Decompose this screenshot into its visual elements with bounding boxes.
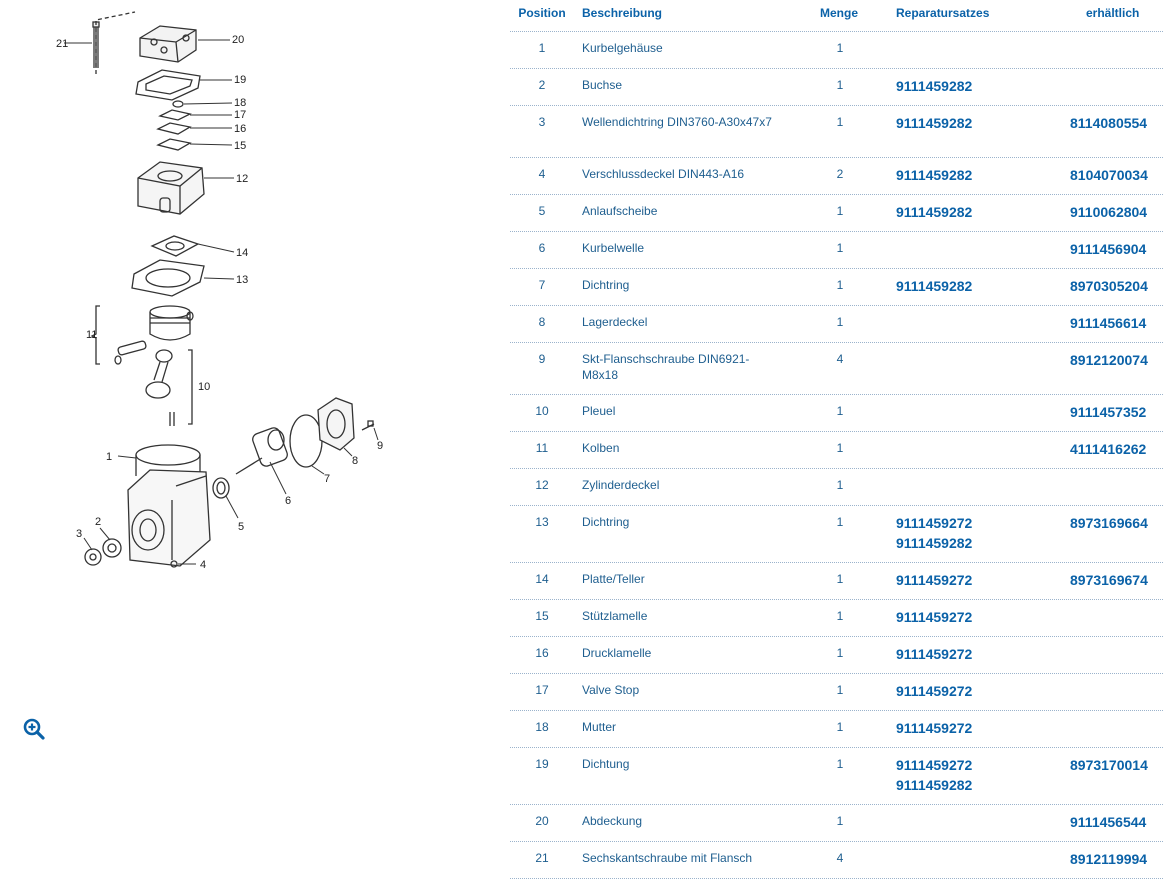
description-cell: Mutter <box>582 720 617 734</box>
zoom-in-button[interactable] <box>22 717 46 741</box>
repair-kit-link[interactable]: 9111459272 <box>896 683 973 699</box>
available-part-link[interactable]: 8912120074 <box>1070 352 1148 368</box>
quantity-cell: 1 <box>836 278 844 292</box>
available-part-link[interactable]: 8973169674 <box>1070 572 1148 588</box>
description-cell: Valve Stop <box>582 683 640 697</box>
position-cell: 15 <box>535 609 549 623</box>
description-cell: Sechskantschraube mit Flansch <box>582 851 753 865</box>
repair-kit-link[interactable]: 9111459272 <box>896 572 973 588</box>
quantity-cell: 1 <box>836 41 844 55</box>
table-row <box>510 599 1163 637</box>
description-cell: Kurbelwelle <box>582 241 645 255</box>
callout-14: 14 <box>236 247 249 259</box>
callout-13: 13 <box>236 274 249 286</box>
callout-9: 9 <box>377 440 384 452</box>
table-row <box>510 431 1163 469</box>
available-part-link[interactable]: 9111456904 <box>1070 241 1147 257</box>
quantity-cell: 1 <box>836 441 844 455</box>
quantity-cell: 1 <box>836 78 844 92</box>
position-cell: 18 <box>535 720 549 734</box>
available-part-link[interactable]: 9111456544 <box>1070 814 1147 830</box>
repair-kit-link[interactable]: 9111459282 <box>896 535 973 551</box>
position-cell: 9 <box>538 352 546 366</box>
quantity-cell: 1 <box>836 683 844 697</box>
description-cell: Verschlussdeckel DIN443-A16 <box>582 167 745 181</box>
callout-6: 6 <box>285 495 292 507</box>
callout-7: 7 <box>324 473 331 485</box>
quantity-cell: 1 <box>836 609 844 623</box>
table-row <box>510 747 1163 805</box>
position-cell: 19 <box>535 757 549 771</box>
quantity-cell: 4 <box>836 851 844 865</box>
description-cell: Kolben <box>582 441 620 455</box>
quantity-cell: 2 <box>836 167 844 181</box>
table-row <box>510 636 1163 674</box>
available-part-link[interactable]: 8104070034 <box>1070 167 1148 183</box>
quantity-cell: 1 <box>836 204 844 218</box>
repair-kit-link[interactable]: 9111459272 <box>896 515 973 531</box>
quantity-cell: 1 <box>836 814 844 828</box>
header-description: Beschreibung <box>582 6 663 20</box>
table-row <box>510 194 1163 232</box>
repair-kit-link[interactable]: 9111459282 <box>896 78 973 94</box>
exploded-parts-diagram <box>0 0 500 853</box>
repair-kit-link[interactable]: 9111459282 <box>896 777 973 793</box>
available-part-link[interactable]: 8970305204 <box>1070 278 1148 294</box>
position-cell: 12 <box>535 478 549 492</box>
table-row <box>510 710 1163 748</box>
description-cell: Lagerdeckel <box>582 315 648 329</box>
description-cell: Dichtring <box>582 515 630 529</box>
description-cell: Kurbelgehäuse <box>582 41 663 55</box>
description-cell: Platte/Teller <box>582 572 645 586</box>
callout-3: 3 <box>76 528 83 540</box>
table-header <box>510 0 1163 32</box>
position-cell: 4 <box>538 167 546 181</box>
position-cell: 10 <box>535 404 549 418</box>
position-cell: 7 <box>538 278 546 292</box>
repair-kit-link[interactable]: 9111459272 <box>896 609 973 625</box>
position-cell: 20 <box>535 814 549 828</box>
table-row <box>510 673 1163 711</box>
available-part-link[interactable]: 8973170014 <box>1070 757 1148 773</box>
quantity-cell: 1 <box>836 515 844 529</box>
table-row <box>510 804 1163 842</box>
position-cell: 14 <box>535 572 549 586</box>
quantity-cell: 1 <box>836 572 844 586</box>
callout-16: 16 <box>234 123 247 135</box>
repair-kit-link[interactable]: 9111459272 <box>896 646 973 662</box>
available-part-link[interactable]: 8973169664 <box>1070 515 1148 531</box>
quantity-cell: 1 <box>836 404 844 418</box>
quantity-cell: 1 <box>836 646 844 660</box>
header-repair-kits: Reparatursatzes <box>896 6 990 20</box>
position-cell: 11 <box>535 441 549 455</box>
position-cell: 1 <box>538 41 546 55</box>
table-row <box>510 231 1163 269</box>
description-cell: Skt-Flanschschraube DIN6921-M8x18 <box>582 352 750 382</box>
description-cell: Zylinderdeckel <box>582 478 660 492</box>
description-cell: Wellendichtring DIN3760-A30x47x7 <box>582 115 772 129</box>
position-cell: 8 <box>538 315 546 329</box>
header-available: erhältlich <box>1086 6 1140 20</box>
callout-2: 2 <box>95 516 102 528</box>
table-row <box>510 505 1163 563</box>
available-part-link[interactable]: 8912119994 <box>1070 851 1148 867</box>
description-cell: Anlaufscheibe <box>582 204 658 218</box>
description-cell: Dichtring <box>582 278 630 292</box>
position-cell: 13 <box>535 515 549 529</box>
available-part-link[interactable]: 9110062804 <box>1070 204 1148 220</box>
quantity-cell: 4 <box>836 352 844 366</box>
repair-kit-link[interactable]: 9111459282 <box>896 204 973 220</box>
position-cell: 3 <box>538 115 546 129</box>
position-cell: 21 <box>535 851 549 865</box>
table-row <box>510 468 1163 506</box>
position-cell: 17 <box>535 683 549 697</box>
available-part-link[interactable]: 9111457352 <box>1070 404 1147 420</box>
table-row <box>510 157 1163 195</box>
available-part-link[interactable]: 8114080554 <box>1070 115 1148 131</box>
table-row <box>510 305 1163 343</box>
available-part-link[interactable]: 4111416262 <box>1070 441 1147 457</box>
callout-5: 5 <box>238 521 245 533</box>
table-row <box>510 268 1163 306</box>
callout-19: 19 <box>234 74 247 86</box>
table-row <box>510 562 1163 600</box>
description-cell: Stützlamelle <box>582 609 648 623</box>
repair-kit-link[interactable]: 9111459272 <box>896 757 973 773</box>
callout-4: 4 <box>200 559 207 571</box>
header-position: Position <box>518 6 566 20</box>
callout-11: 11 <box>86 329 98 341</box>
zoom-in-icon <box>22 717 46 741</box>
description-cell: Pleuel <box>582 404 616 418</box>
quantity-cell: 1 <box>836 241 844 255</box>
position-cell: 2 <box>538 78 546 92</box>
callout-21: 21 <box>56 38 69 50</box>
quantity-cell: 1 <box>836 315 844 329</box>
description-cell: Abdeckung <box>582 814 643 828</box>
description-cell: Dichtung <box>582 757 630 771</box>
available-part-link[interactable]: 9111456614 <box>1070 315 1147 331</box>
quantity-cell: 1 <box>836 115 844 129</box>
header-quantity: Menge <box>820 6 859 20</box>
quantity-cell: 1 <box>836 720 844 734</box>
table-row <box>510 68 1163 106</box>
quantity-cell: 1 <box>836 478 844 492</box>
table-row <box>510 342 1163 395</box>
callout-20: 20 <box>232 34 245 46</box>
description-cell: Drucklamelle <box>582 646 652 660</box>
table-row <box>510 31 1163 69</box>
callout-12: 12 <box>236 173 249 185</box>
table-row <box>510 394 1163 432</box>
callout-18: 18 <box>234 97 247 109</box>
callout-1: 1 <box>106 451 113 463</box>
description-cell: Buchse <box>582 78 623 92</box>
repair-kit-link[interactable]: 9111459282 <box>896 278 973 294</box>
table-row <box>510 105 1163 158</box>
quantity-cell: 1 <box>836 757 844 771</box>
callout-17: 17 <box>234 109 247 121</box>
position-cell: 6 <box>538 241 546 255</box>
callout-15: 15 <box>234 140 247 152</box>
position-cell: 16 <box>535 646 549 660</box>
repair-kit-link[interactable]: 9111459282 <box>896 167 973 183</box>
position-cell: 5 <box>538 204 546 218</box>
callout-8: 8 <box>352 455 359 467</box>
repair-kit-link[interactable]: 9111459282 <box>896 115 973 131</box>
parts-table <box>510 0 1163 867</box>
table-row <box>510 841 1163 879</box>
repair-kit-link[interactable]: 9111459272 <box>896 720 973 736</box>
callout-10: 10 <box>198 381 211 393</box>
